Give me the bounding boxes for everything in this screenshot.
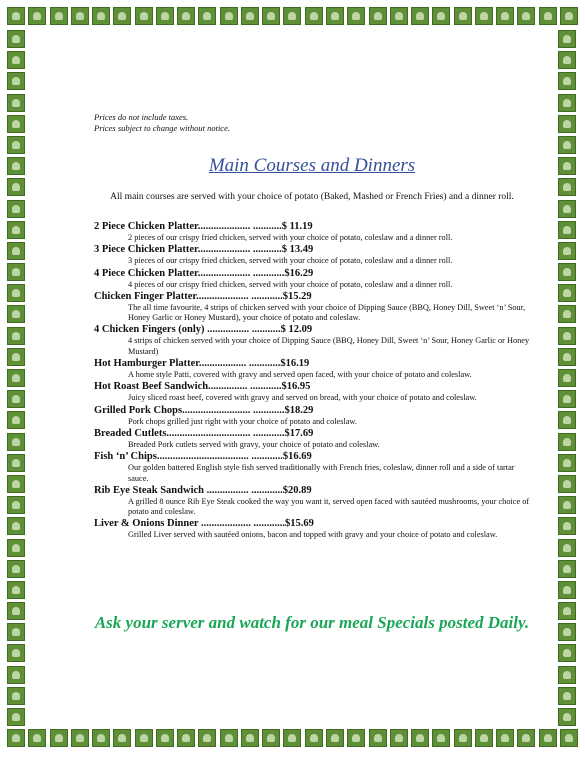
- border-tile-icon: [7, 242, 25, 260]
- border-tile-icon: [7, 221, 25, 239]
- border-tile-icon: [558, 221, 576, 239]
- item-description: Grilled Liver served with sautéed onions, bacon and topped with gravy and your choice of potato and coleslaw.: [128, 530, 498, 540]
- border-tile-icon: [558, 708, 576, 726]
- border-tile-icon: [7, 327, 25, 345]
- border-tile-icon: [7, 581, 25, 599]
- border-tile-icon: [7, 708, 25, 726]
- border-tile-icon: [454, 7, 472, 25]
- border-tile-icon: [347, 7, 365, 25]
- menu-item: [94, 450, 530, 484]
- border-left: [7, 30, 27, 726]
- border-tile-icon: [50, 7, 68, 25]
- border-tile-icon: [7, 51, 25, 69]
- border-tile-icon: [7, 496, 25, 514]
- item-description: 4 strips of chicken served with your choice of Dipping Sauce (BBQ, Honey Dill, Sweet ‘n’ Sour, Honey Garlic or Honey Mustard): [128, 336, 530, 356]
- border-tile-icon: [135, 729, 153, 747]
- menu-item: [94, 427, 530, 450]
- item-name-price: Grilled Pork Chops.......................... ............$18.29: [94, 404, 314, 416]
- border-tile-icon: [220, 7, 238, 25]
- border-tile-icon: [558, 72, 576, 90]
- border-tile-icon: [558, 623, 576, 641]
- border-tile-icon: [558, 433, 576, 451]
- border-tile-icon: [7, 348, 25, 366]
- border-tile-icon: [7, 729, 25, 747]
- border-tile-icon: [28, 7, 46, 25]
- border-tile-icon: [7, 454, 25, 472]
- border-tile-icon: [558, 157, 576, 175]
- item-description: 2 pieces of our crispy fried chicken, served with your choice of potato, coleslaw and a dinner roll.: [128, 233, 453, 242]
- border-tile-icon: [558, 136, 576, 154]
- border-top: [0, 7, 585, 27]
- border-tile-icon: [71, 7, 89, 25]
- border-tile-icon: [390, 7, 408, 25]
- border-tile-icon: [558, 178, 576, 196]
- item-name-price: Chicken Finger Platter.................... ............$15.29: [94, 290, 312, 302]
- border-tile-icon: [7, 305, 25, 323]
- item-description: 4 pieces of our crispy fried chicken, served with your choice of potato, coleslaw and a dinner roll.: [128, 279, 453, 289]
- border-tile-icon: [475, 729, 493, 747]
- border-tile-icon: [517, 729, 535, 747]
- border-tile-icon: [558, 539, 576, 557]
- border-tile-icon: [7, 94, 25, 112]
- border-tile-icon: [558, 115, 576, 133]
- border-tile-icon: [496, 729, 514, 747]
- border-tile-icon: [220, 729, 238, 747]
- border-tile-icon: [7, 136, 25, 154]
- menu-item: [94, 290, 530, 324]
- border-tile-icon: [7, 687, 25, 705]
- item-description: Our golden battered English style fish served traditionally with French fries, coleslaw, dinner roll and a side of tartar sauce.: [128, 463, 515, 483]
- item-description: A home style Patti, covered with gravy and served open faced, with your choice of potato and coleslaw.: [128, 370, 472, 380]
- border-tile-icon: [28, 729, 46, 747]
- item-name-price: Liver & Onions Dinner ................... ............$15.69: [94, 518, 314, 530]
- border-tile-icon: [558, 687, 576, 705]
- menu-item: [94, 380, 530, 403]
- border-tile-icon: [135, 7, 153, 25]
- border-tile-icon: [7, 666, 25, 684]
- border-tile-icon: [177, 729, 195, 747]
- border-tile-icon: [7, 560, 25, 578]
- border-tile-icon: [558, 475, 576, 493]
- border-tile-icon: [7, 30, 25, 48]
- border-tile-icon: [432, 729, 450, 747]
- border-tile-icon: [517, 7, 535, 25]
- price-notes: [94, 112, 530, 133]
- border-tile-icon: [558, 94, 576, 112]
- border-tile-icon: [305, 7, 323, 25]
- border-tile-icon: [113, 729, 131, 747]
- border-tile-icon: [558, 242, 576, 260]
- menu-item: [94, 323, 530, 357]
- menu-item: [94, 404, 530, 427]
- border-tile-icon: [241, 7, 259, 25]
- border-tile-icon: [369, 729, 387, 747]
- intro-text: All main courses are served with your choice of potato (Baked, Mashed or French Fries) and a dinner roll.: [110, 192, 514, 202]
- border-tile-icon: [241, 729, 259, 747]
- border-tile-icon: [558, 644, 576, 662]
- border-tile-icon: [558, 411, 576, 429]
- border-tile-icon: [283, 729, 301, 747]
- border-tile-icon: [92, 7, 110, 25]
- border-tile-icon: [7, 178, 25, 196]
- item-description: Pork chops grilled just right with your choice of potato and coleslaw.: [128, 416, 357, 426]
- border-tile-icon: [369, 7, 387, 25]
- border-tile-icon: [558, 348, 576, 366]
- border-tile-icon: [558, 200, 576, 218]
- border-tile-icon: [558, 581, 576, 599]
- border-tile-icon: [326, 7, 344, 25]
- menu-item: [94, 220, 530, 243]
- border-tile-icon: [496, 7, 514, 25]
- border-tile-icon: [558, 305, 576, 323]
- border-tile-icon: [411, 729, 429, 747]
- border-tile-icon: [558, 560, 576, 578]
- border-tile-icon: [156, 7, 174, 25]
- border-tile-icon: [558, 284, 576, 302]
- border-right: [558, 30, 578, 726]
- border-tile-icon: [558, 369, 576, 387]
- menu-item: [94, 243, 530, 266]
- item-description: The all time favourite, 4 strips of chicken served with your choice of Dipping Sauce (BBQ, Honey Dill, Sweet ‘n’ Sour, Honey Garlic or Honey Mustard), your choice of potato and coleslaw.: [128, 302, 526, 323]
- border-tile-icon: [7, 157, 25, 175]
- border-tile-icon: [7, 390, 25, 408]
- border-tile-icon: [558, 263, 576, 281]
- menu-item: [94, 484, 530, 518]
- border-tile-icon: [558, 390, 576, 408]
- menu-item: [94, 357, 530, 380]
- border-tile-icon: [558, 51, 576, 69]
- item-description: A grilled 8 ounce Rib Eye Steak cooked the way you want it, served open faced with sautéed mushrooms, your choice of potato and coleslaw.: [128, 496, 530, 517]
- border-tile-icon: [7, 623, 25, 641]
- border-tile-icon: [71, 729, 89, 747]
- border-tile-icon: [560, 729, 578, 747]
- item-name-price: Fish ‘n’ Chips................................... ............$16.69: [94, 451, 312, 463]
- border-tile-icon: [539, 729, 557, 747]
- border-tile-icon: [475, 7, 493, 25]
- border-tile-icon: [7, 517, 25, 535]
- border-tile-icon: [558, 327, 576, 345]
- page-title: Main Courses and Dinners: [208, 155, 416, 176]
- border-tile-icon: [558, 454, 576, 472]
- border-tile-icon: [432, 7, 450, 25]
- item-name-price: Breaded Cutlets................................ ............$17.69: [94, 427, 314, 439]
- border-tile-icon: [326, 729, 344, 747]
- border-tile-icon: [411, 7, 429, 25]
- item-name-price: Hot Hamburger Platter.................. ............$16.19: [94, 358, 310, 370]
- item-name-price: Hot Roast Beef Sandwich............... ............$16.95: [94, 381, 311, 393]
- border-tile-icon: [92, 729, 110, 747]
- border-tile-icon: [7, 284, 25, 302]
- border-tile-icon: [305, 729, 323, 747]
- note-change: Prices subject to change without notice.: [94, 122, 230, 133]
- border-tile-icon: [7, 369, 25, 387]
- border-tile-icon: [7, 7, 25, 25]
- item-name-price: 4 Piece Chicken Platter.................... ............$16.29: [94, 267, 314, 279]
- border-tile-icon: [558, 30, 576, 48]
- border-tile-icon: [558, 496, 576, 514]
- border-tile-icon: [7, 200, 25, 218]
- border-tile-icon: [454, 729, 472, 747]
- border-tile-icon: [262, 7, 280, 25]
- menu-content: [94, 112, 530, 541]
- specials-banner: Ask your server and watch for our meal Specials posted Daily.: [94, 613, 530, 632]
- border-tile-icon: [7, 72, 25, 90]
- item-description: Breaded Pork cutlets served with gravy, your choice of potato and coleslaw.: [128, 439, 380, 449]
- border-tile-icon: [50, 729, 68, 747]
- item-name-price: 4 Chicken Fingers (only) ................ ...........$ 12.09: [94, 324, 313, 336]
- border-tile-icon: [7, 433, 25, 451]
- menu-item: [94, 517, 530, 540]
- border-tile-icon: [7, 475, 25, 493]
- border-tile-icon: [262, 729, 280, 747]
- border-tile-icon: [560, 7, 578, 25]
- border-tile-icon: [7, 263, 25, 281]
- border-tile-icon: [558, 602, 576, 620]
- border-bottom: [0, 729, 585, 749]
- border-tile-icon: [7, 644, 25, 662]
- border-tile-icon: [7, 539, 25, 557]
- item-name-price: 2 Piece Chicken Platter.................... ...........$ 11.19: [94, 221, 313, 232]
- item-description: Juicy sliced roast beef, covered with gravy and served on bread, with your choice of potato and coleslaw.: [128, 393, 477, 403]
- border-tile-icon: [113, 7, 131, 25]
- border-tile-icon: [7, 115, 25, 133]
- border-tile-icon: [558, 517, 576, 535]
- border-tile-icon: [558, 666, 576, 684]
- border-tile-icon: [7, 411, 25, 429]
- item-description: 3 pieces of our crispy fried chicken, served with your choice of potato, coleslaw and a dinner roll.: [128, 256, 453, 266]
- border-tile-icon: [390, 729, 408, 747]
- border-tile-icon: [177, 7, 195, 25]
- border-tile-icon: [347, 729, 365, 747]
- border-tile-icon: [198, 729, 216, 747]
- border-tile-icon: [283, 7, 301, 25]
- border-tile-icon: [7, 602, 25, 620]
- border-tile-icon: [198, 7, 216, 25]
- menu-items: [94, 220, 530, 541]
- border-tile-icon: [156, 729, 174, 747]
- item-name-price: Rib Eye Steak Sandwich ................ ............$20.89: [94, 484, 312, 496]
- item-name-price: 3 Piece Chicken Platter.................... ...........$ 13.49: [94, 244, 314, 256]
- menu-item: [94, 267, 530, 290]
- border-tile-icon: [539, 7, 557, 25]
- note-taxes: Prices do not include taxes.: [94, 112, 189, 122]
